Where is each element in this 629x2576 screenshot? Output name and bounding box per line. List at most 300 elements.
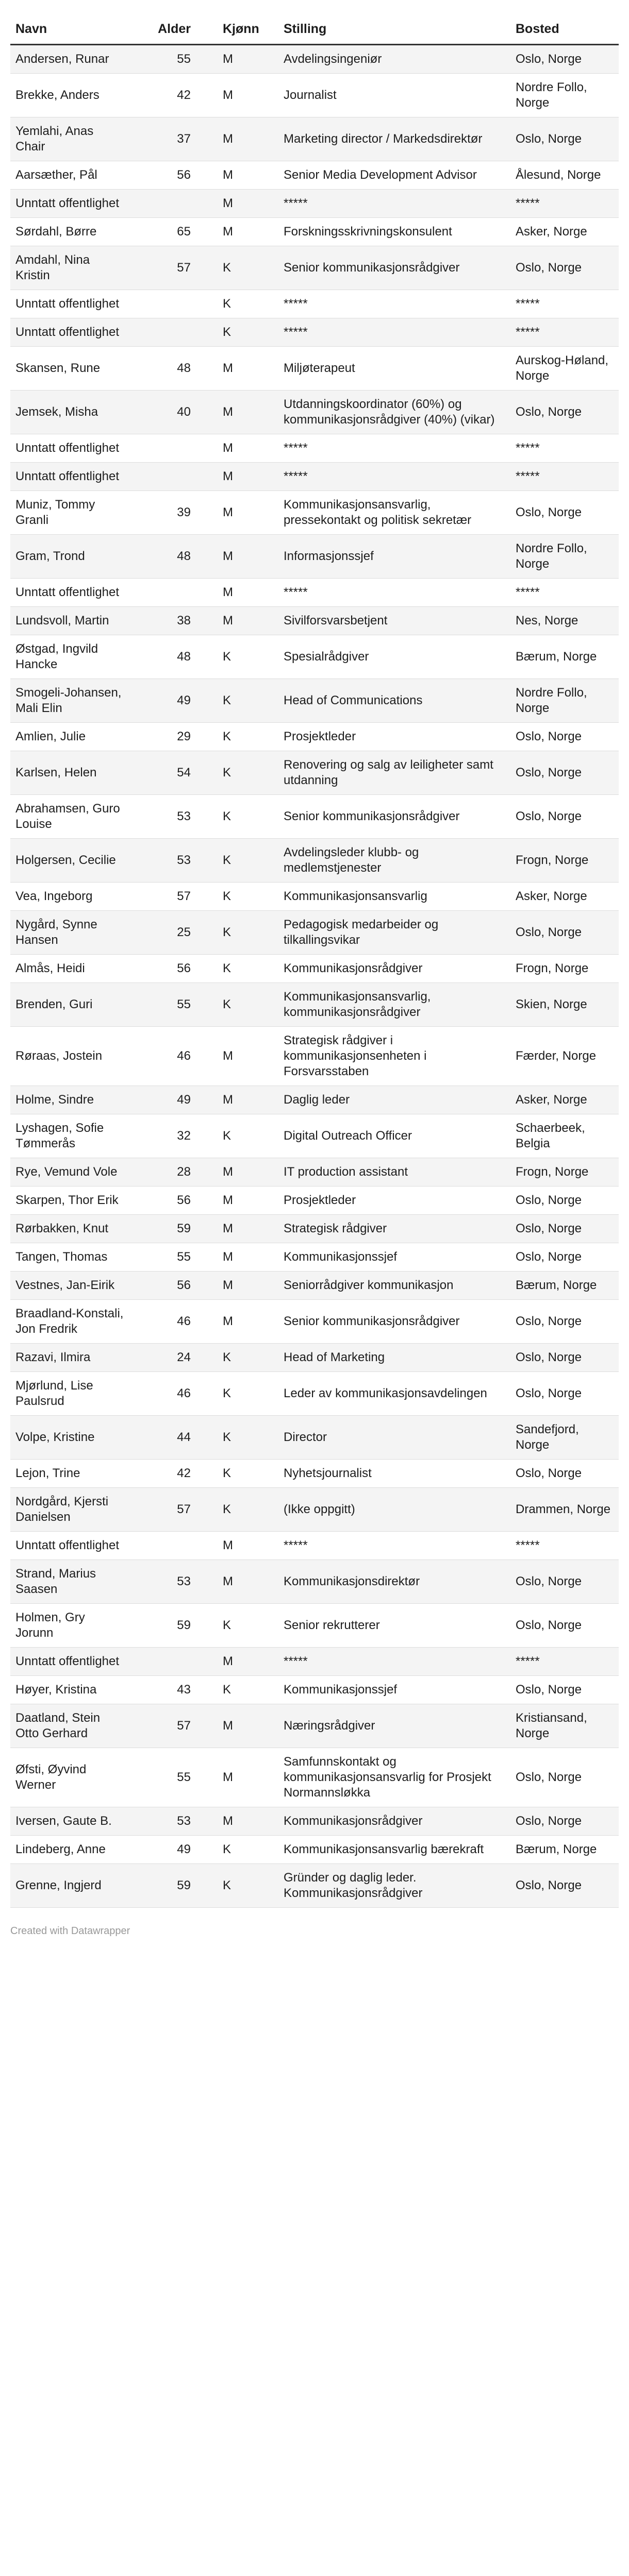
- cell-stilling: IT production assistant: [278, 1158, 510, 1187]
- cell-kjonn: K: [196, 1416, 278, 1460]
- cell-bosted: Oslo, Norge: [510, 1344, 619, 1372]
- cell-kjonn: M: [196, 391, 278, 434]
- cell-bosted: Oslo, Norge: [510, 911, 619, 955]
- cell-navn: Amlien, Julie: [10, 723, 129, 751]
- cell-alder: 54: [129, 751, 196, 795]
- cell-bosted: Oslo, Norge: [510, 1187, 619, 1215]
- table-row: [10, 723, 619, 751]
- cell-alder: 53: [129, 1807, 196, 1836]
- cell-kjonn: M: [196, 1027, 278, 1086]
- cell-bosted: Oslo, Norge: [510, 1676, 619, 1704]
- table-row: [10, 117, 619, 161]
- cell-bosted: Schaerbeek, Belgia: [510, 1114, 619, 1158]
- table-row: [10, 1027, 619, 1086]
- cell-stilling: Forskningsskrivningskonsulent: [278, 218, 510, 246]
- cell-navn: Unntatt offentlighet: [10, 290, 129, 318]
- cell-bosted: Oslo, Norge: [510, 45, 619, 74]
- cell-stilling: Kommunikasjonssjef: [278, 1243, 510, 1272]
- cell-kjonn: K: [196, 1676, 278, 1704]
- table-row: [10, 1243, 619, 1272]
- table-row: [10, 955, 619, 983]
- cell-bosted: Asker, Norge: [510, 883, 619, 911]
- cell-navn: Østgad, Ingvild Hancke: [10, 635, 129, 679]
- cell-kjonn: M: [196, 218, 278, 246]
- cell-navn: Volpe, Kristine: [10, 1416, 129, 1460]
- cell-kjonn: K: [196, 1460, 278, 1488]
- cell-kjonn: K: [196, 1488, 278, 1532]
- cell-bosted: *****: [510, 1532, 619, 1560]
- cell-alder: 55: [129, 1243, 196, 1272]
- cell-alder: 55: [129, 45, 196, 74]
- table-row: [10, 1086, 619, 1114]
- cell-stilling: Nyhetsjournalist: [278, 1460, 510, 1488]
- cell-kjonn: K: [196, 1344, 278, 1372]
- cell-stilling: Journalist: [278, 74, 510, 117]
- cell-navn: Holmen, Gry Jorunn: [10, 1604, 129, 1648]
- cell-alder: 49: [129, 679, 196, 723]
- cell-stilling: Senior kommunikasjonsrådgiver: [278, 795, 510, 839]
- cell-navn: Røraas, Jostein: [10, 1027, 129, 1086]
- cell-alder: 56: [129, 161, 196, 190]
- cell-navn: Strand, Marius Saasen: [10, 1560, 129, 1604]
- cell-kjonn: M: [196, 1086, 278, 1114]
- table-row: [10, 218, 619, 246]
- cell-navn: Lejon, Trine: [10, 1460, 129, 1488]
- cell-kjonn: K: [196, 1836, 278, 1864]
- cell-bosted: Oslo, Norge: [510, 117, 619, 161]
- cell-alder: 56: [129, 955, 196, 983]
- cell-bosted: Frogn, Norge: [510, 839, 619, 883]
- cell-kjonn: M: [196, 1532, 278, 1560]
- cell-stilling: (Ikke oppgitt): [278, 1488, 510, 1532]
- table-row: [10, 1648, 619, 1676]
- cell-kjonn: M: [196, 491, 278, 535]
- cell-kjonn: M: [196, 1807, 278, 1836]
- cell-stilling: Sivilforsvarsbetjent: [278, 607, 510, 635]
- cell-navn: Muniz, Tommy Granli: [10, 491, 129, 535]
- cell-stilling: Senior kommunikasjonsrådgiver: [278, 246, 510, 290]
- cell-kjonn: K: [196, 839, 278, 883]
- cell-bosted: *****: [510, 1648, 619, 1676]
- cell-bosted: Oslo, Norge: [510, 1807, 619, 1836]
- cell-stilling: Næringsrådgiver: [278, 1704, 510, 1748]
- table-row: [10, 1488, 619, 1532]
- cell-stilling: *****: [278, 579, 510, 607]
- cell-navn: Øfsti, Øyvind Werner: [10, 1748, 129, 1807]
- column-header-kjonn[interactable]: Kjønn: [196, 11, 278, 45]
- cell-kjonn: M: [196, 161, 278, 190]
- cell-navn: Unntatt offentlighet: [10, 434, 129, 463]
- cell-alder: 55: [129, 1748, 196, 1807]
- cell-navn: Daatland, Stein Otto Gerhard: [10, 1704, 129, 1748]
- cell-stilling: *****: [278, 290, 510, 318]
- cell-alder: 48: [129, 347, 196, 391]
- cell-alder: 57: [129, 1488, 196, 1532]
- table-row: [10, 635, 619, 679]
- data-table: [10, 11, 619, 1908]
- table-row: [10, 1416, 619, 1460]
- cell-navn: Mjørlund, Lise Paulsrud: [10, 1372, 129, 1416]
- cell-navn: Almås, Heidi: [10, 955, 129, 983]
- cell-stilling: Senior rekrutterer: [278, 1604, 510, 1648]
- cell-navn: Brenden, Guri: [10, 983, 129, 1027]
- cell-bosted: Færder, Norge: [510, 1027, 619, 1086]
- table-row: [10, 1158, 619, 1187]
- cell-bosted: Ålesund, Norge: [510, 161, 619, 190]
- table-row: [10, 1836, 619, 1864]
- table-row: [10, 751, 619, 795]
- cell-bosted: Oslo, Norge: [510, 723, 619, 751]
- cell-kjonn: K: [196, 751, 278, 795]
- cell-bosted: Oslo, Norge: [510, 1748, 619, 1807]
- cell-kjonn: K: [196, 635, 278, 679]
- cell-stilling: Seniorrådgiver kommunikasjon: [278, 1272, 510, 1300]
- cell-navn: Unntatt offentlighet: [10, 318, 129, 347]
- cell-navn: Karlsen, Helen: [10, 751, 129, 795]
- table-row: [10, 347, 619, 391]
- cell-bosted: Drammen, Norge: [510, 1488, 619, 1532]
- cell-navn: Aarsæther, Pål: [10, 161, 129, 190]
- cell-stilling: Utdanningskoordinator (60%) og kommunikasjonsrådgiver (40%) (vikar): [278, 391, 510, 434]
- cell-stilling: Senior kommunikasjonsrådgiver: [278, 1300, 510, 1344]
- cell-stilling: Marketing director / Markedsdirektør: [278, 117, 510, 161]
- table-row: [10, 607, 619, 635]
- cell-bosted: *****: [510, 434, 619, 463]
- cell-alder: 59: [129, 1864, 196, 1908]
- cell-stilling: Head of Marketing: [278, 1344, 510, 1372]
- cell-kjonn: M: [196, 1648, 278, 1676]
- cell-navn: Yemlahi, Anas Chair: [10, 117, 129, 161]
- cell-kjonn: M: [196, 463, 278, 491]
- header-row: [10, 11, 619, 45]
- cell-navn: Jemsek, Misha: [10, 391, 129, 434]
- cell-navn: Amdahl, Nina Kristin: [10, 246, 129, 290]
- datawrapper-credit: Created with Datawrapper: [10, 1925, 130, 1937]
- table-row: [10, 1187, 619, 1215]
- cell-kjonn: K: [196, 723, 278, 751]
- cell-navn: Lindeberg, Anne: [10, 1836, 129, 1864]
- cell-alder: 59: [129, 1215, 196, 1243]
- cell-alder: 42: [129, 1460, 196, 1488]
- table-row: [10, 983, 619, 1027]
- cell-bosted: Oslo, Norge: [510, 1604, 619, 1648]
- cell-bosted: Frogn, Norge: [510, 955, 619, 983]
- table-row: [10, 1300, 619, 1344]
- cell-stilling: Kommunikasjonsansvarlig, pressekontakt og politisk sekretær: [278, 491, 510, 535]
- cell-stilling: *****: [278, 1532, 510, 1560]
- cell-alder: 29: [129, 723, 196, 751]
- cell-alder: [129, 434, 196, 463]
- cell-bosted: Frogn, Norge: [510, 1158, 619, 1187]
- cell-navn: Unntatt offentlighet: [10, 1648, 129, 1676]
- cell-kjonn: M: [196, 579, 278, 607]
- cell-alder: 32: [129, 1114, 196, 1158]
- cell-stilling: Prosjektleder: [278, 1187, 510, 1215]
- cell-stilling: Prosjektleder: [278, 723, 510, 751]
- cell-navn: Grenne, Ingjerd: [10, 1864, 129, 1908]
- cell-kjonn: M: [196, 1158, 278, 1187]
- cell-kjonn: K: [196, 911, 278, 955]
- table-row: [10, 1215, 619, 1243]
- cell-alder: 55: [129, 983, 196, 1027]
- cell-bosted: Bærum, Norge: [510, 1272, 619, 1300]
- cell-bosted: *****: [510, 579, 619, 607]
- cell-alder: 57: [129, 1704, 196, 1748]
- cell-bosted: *****: [510, 463, 619, 491]
- cell-alder: 56: [129, 1187, 196, 1215]
- cell-kjonn: K: [196, 883, 278, 911]
- cell-kjonn: M: [196, 74, 278, 117]
- cell-bosted: Oslo, Norge: [510, 246, 619, 290]
- cell-kjonn: M: [196, 1187, 278, 1215]
- table-row: [10, 161, 619, 190]
- cell-bosted: Nes, Norge: [510, 607, 619, 635]
- cell-alder: [129, 579, 196, 607]
- table-row: [10, 391, 619, 434]
- cell-stilling: Strategisk rådgiver i kommunikasjonsenheten i Forsvarsstaben: [278, 1027, 510, 1086]
- cell-kjonn: M: [196, 1243, 278, 1272]
- table-row: [10, 579, 619, 607]
- cell-navn: Lyshagen, Sofie Tømmerås: [10, 1114, 129, 1158]
- cell-alder: 53: [129, 839, 196, 883]
- cell-stilling: Kommunikasjonsrådgiver: [278, 955, 510, 983]
- cell-stilling: Avdelingsingeniør: [278, 45, 510, 74]
- cell-bosted: Sandefjord, Norge: [510, 1416, 619, 1460]
- table-row: [10, 463, 619, 491]
- cell-bosted: Oslo, Norge: [510, 1243, 619, 1272]
- cell-kjonn: M: [196, 190, 278, 218]
- cell-alder: 46: [129, 1300, 196, 1344]
- cell-navn: Unntatt offentlighet: [10, 463, 129, 491]
- table-row: [10, 491, 619, 535]
- cell-bosted: Oslo, Norge: [510, 1215, 619, 1243]
- cell-alder: 28: [129, 1158, 196, 1187]
- cell-kjonn: K: [196, 1114, 278, 1158]
- table-row: [10, 434, 619, 463]
- cell-bosted: *****: [510, 318, 619, 347]
- cell-stilling: Daglig leder: [278, 1086, 510, 1114]
- cell-kjonn: K: [196, 246, 278, 290]
- cell-alder: 37: [129, 117, 196, 161]
- cell-stilling: Senior Media Development Advisor: [278, 161, 510, 190]
- column-header-alder[interactable]: Alder: [129, 11, 196, 45]
- cell-alder: 48: [129, 635, 196, 679]
- table-row: [10, 1864, 619, 1908]
- cell-alder: 24: [129, 1344, 196, 1372]
- cell-kjonn: K: [196, 1372, 278, 1416]
- cell-bosted: *****: [510, 190, 619, 218]
- cell-navn: Sørdahl, Børre: [10, 218, 129, 246]
- cell-bosted: Aurskog-Høland, Norge: [510, 347, 619, 391]
- cell-alder: 57: [129, 246, 196, 290]
- table-row: [10, 839, 619, 883]
- cell-stilling: Kommunikasjonsansvarlig: [278, 883, 510, 911]
- cell-navn: Høyer, Kristina: [10, 1676, 129, 1704]
- cell-stilling: Kommunikasjonsansvarlig bærekraft: [278, 1836, 510, 1864]
- cell-bosted: Oslo, Norge: [510, 391, 619, 434]
- cell-navn: Vestnes, Jan-Eirik: [10, 1272, 129, 1300]
- table-row: [10, 1532, 619, 1560]
- table-row: [10, 190, 619, 218]
- cell-bosted: Oslo, Norge: [510, 795, 619, 839]
- cell-navn: Smogeli-Johansen, Mali Elin: [10, 679, 129, 723]
- cell-navn: Iversen, Gaute B.: [10, 1807, 129, 1836]
- table-row: [10, 1807, 619, 1836]
- cell-bosted: Oslo, Norge: [510, 751, 619, 795]
- cell-stilling: Pedagogisk medarbeider og tilkallingsvikar: [278, 911, 510, 955]
- cell-alder: [129, 190, 196, 218]
- table-row: [10, 1372, 619, 1416]
- cell-navn: Lundsvoll, Martin: [10, 607, 129, 635]
- cell-bosted: Asker, Norge: [510, 1086, 619, 1114]
- cell-stilling: Renovering og salg av leiligheter samt utdanning: [278, 751, 510, 795]
- table-row: [10, 911, 619, 955]
- cell-stilling: Samfunnskontakt og kommunikasjonsansvarlig for Prosjekt Normannsløkka: [278, 1748, 510, 1807]
- cell-alder: 42: [129, 74, 196, 117]
- cell-alder: 59: [129, 1604, 196, 1648]
- table-row: [10, 679, 619, 723]
- cell-stilling: Avdelingsleder klubb- og medlemstjenester: [278, 839, 510, 883]
- table-row: [10, 1272, 619, 1300]
- table-row: [10, 45, 619, 74]
- cell-stilling: *****: [278, 190, 510, 218]
- cell-alder: 57: [129, 883, 196, 911]
- cell-alder: 53: [129, 1560, 196, 1604]
- cell-alder: 46: [129, 1372, 196, 1416]
- cell-alder: [129, 1532, 196, 1560]
- column-header-bosted[interactable]: Bosted: [510, 11, 619, 45]
- cell-navn: Braadland-Konstali, Jon Fredrik: [10, 1300, 129, 1344]
- cell-bosted: Nordre Follo, Norge: [510, 535, 619, 579]
- table-row: [10, 1460, 619, 1488]
- table-row: [10, 1114, 619, 1158]
- cell-stilling: Kommunikasjonssjef: [278, 1676, 510, 1704]
- cell-navn: Abrahamsen, Guro Louise: [10, 795, 129, 839]
- cell-stilling: *****: [278, 434, 510, 463]
- cell-kjonn: K: [196, 1864, 278, 1908]
- cell-stilling: *****: [278, 1648, 510, 1676]
- cell-navn: Rørbakken, Knut: [10, 1215, 129, 1243]
- cell-stilling: Strategisk rådgiver: [278, 1215, 510, 1243]
- cell-stilling: Kommunikasjonsdirektør: [278, 1560, 510, 1604]
- cell-navn: Andersen, Runar: [10, 45, 129, 74]
- cell-stilling: Kommunikasjonsrådgiver: [278, 1807, 510, 1836]
- table-row: [10, 74, 619, 117]
- table-row: [10, 1604, 619, 1648]
- cell-kjonn: K: [196, 318, 278, 347]
- cell-bosted: Bærum, Norge: [510, 1836, 619, 1864]
- cell-bosted: Nordre Follo, Norge: [510, 74, 619, 117]
- cell-alder: 48: [129, 535, 196, 579]
- cell-stilling: Miljøterapeut: [278, 347, 510, 391]
- cell-stilling: Gründer og daglig leder. Kommunikasjonsrådgiver: [278, 1864, 510, 1908]
- cell-navn: Brekke, Anders: [10, 74, 129, 117]
- cell-alder: 49: [129, 1836, 196, 1864]
- cell-navn: Skansen, Rune: [10, 347, 129, 391]
- cell-kjonn: M: [196, 607, 278, 635]
- cell-navn: Rye, Vemund Vole: [10, 1158, 129, 1187]
- cell-stilling: Informasjonssjef: [278, 535, 510, 579]
- cell-bosted: Oslo, Norge: [510, 1372, 619, 1416]
- cell-alder: [129, 463, 196, 491]
- cell-navn: Razavi, Ilmira: [10, 1344, 129, 1372]
- cell-kjonn: M: [196, 434, 278, 463]
- cell-bosted: Kristiansand, Norge: [510, 1704, 619, 1748]
- cell-stilling: *****: [278, 318, 510, 347]
- cell-alder: [129, 290, 196, 318]
- cell-navn: Skarpen, Thor Erik: [10, 1187, 129, 1215]
- cell-navn: Vea, Ingeborg: [10, 883, 129, 911]
- cell-kjonn: M: [196, 1748, 278, 1807]
- cell-alder: 44: [129, 1416, 196, 1460]
- column-header-stilling[interactable]: Stilling: [278, 11, 510, 45]
- cell-kjonn: K: [196, 983, 278, 1027]
- cell-stilling: Leder av kommunikasjonsavdelingen: [278, 1372, 510, 1416]
- column-header-navn[interactable]: Navn: [10, 11, 129, 45]
- cell-navn: Unntatt offentlighet: [10, 1532, 129, 1560]
- cell-alder: 38: [129, 607, 196, 635]
- table-row: [10, 535, 619, 579]
- table-header: [10, 11, 619, 45]
- cell-kjonn: K: [196, 290, 278, 318]
- table-row: [10, 883, 619, 911]
- cell-kjonn: M: [196, 347, 278, 391]
- cell-kjonn: M: [196, 45, 278, 74]
- cell-navn: Gram, Trond: [10, 535, 129, 579]
- cell-kjonn: K: [196, 795, 278, 839]
- cell-bosted: Bærum, Norge: [510, 635, 619, 679]
- cell-bosted: Oslo, Norge: [510, 491, 619, 535]
- cell-navn: Unntatt offentlighet: [10, 190, 129, 218]
- cell-stilling: Spesialrådgiver: [278, 635, 510, 679]
- cell-navn: Nygård, Synne Hansen: [10, 911, 129, 955]
- table-row: [10, 246, 619, 290]
- cell-alder: 40: [129, 391, 196, 434]
- cell-bosted: Oslo, Norge: [510, 1560, 619, 1604]
- cell-alder: 56: [129, 1272, 196, 1300]
- cell-bosted: Nordre Follo, Norge: [510, 679, 619, 723]
- cell-kjonn: M: [196, 1300, 278, 1344]
- cell-bosted: Oslo, Norge: [510, 1300, 619, 1344]
- cell-alder: 25: [129, 911, 196, 955]
- cell-kjonn: M: [196, 1560, 278, 1604]
- cell-navn: Holme, Sindre: [10, 1086, 129, 1114]
- cell-kjonn: M: [196, 535, 278, 579]
- table-row: [10, 1676, 619, 1704]
- cell-kjonn: M: [196, 1704, 278, 1748]
- cell-navn: Holgersen, Cecilie: [10, 839, 129, 883]
- cell-kjonn: K: [196, 679, 278, 723]
- cell-alder: 49: [129, 1086, 196, 1114]
- cell-bosted: Asker, Norge: [510, 218, 619, 246]
- cell-alder: [129, 318, 196, 347]
- cell-alder: 46: [129, 1027, 196, 1086]
- cell-kjonn: M: [196, 1215, 278, 1243]
- table-row: [10, 290, 619, 318]
- table-row: [10, 318, 619, 347]
- table-body: [10, 45, 619, 1908]
- cell-navn: Tangen, Thomas: [10, 1243, 129, 1272]
- cell-bosted: Skien, Norge: [510, 983, 619, 1027]
- table-row: [10, 1560, 619, 1604]
- table-row: [10, 1344, 619, 1372]
- cell-kjonn: K: [196, 1604, 278, 1648]
- cell-kjonn: K: [196, 955, 278, 983]
- cell-alder: 53: [129, 795, 196, 839]
- table-row: [10, 795, 619, 839]
- cell-stilling: Director: [278, 1416, 510, 1460]
- table-row: [10, 1748, 619, 1807]
